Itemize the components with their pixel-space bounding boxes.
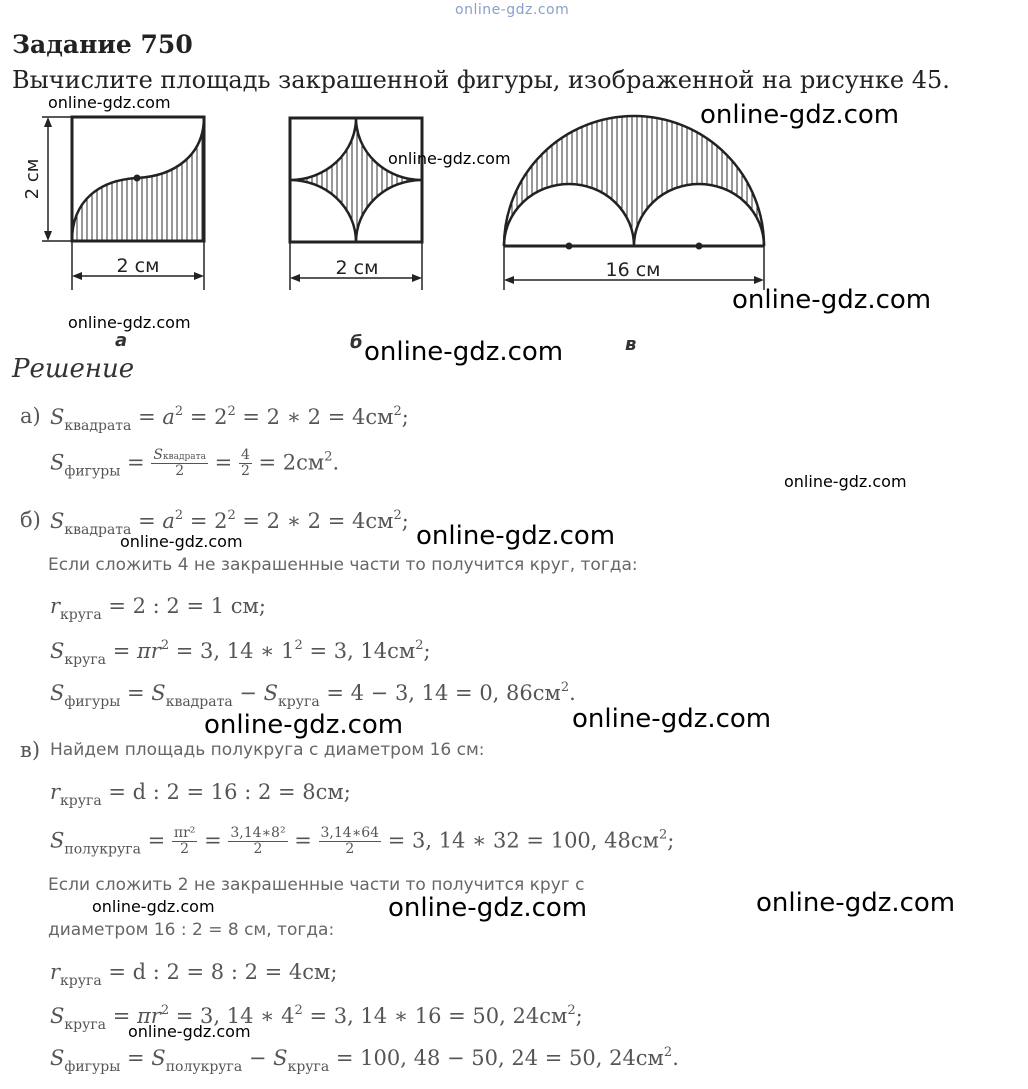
math-subscript: круга	[287, 1059, 330, 1075]
fraction	[172, 826, 198, 858]
part-b-line-2	[50, 594, 266, 623]
fraction-numerator: πr²	[173, 825, 196, 841]
math-expr: = 2см	[251, 450, 325, 475]
math-expr: = 3, 14 ∗ 1	[169, 639, 295, 663]
part-c-text-2: Если сложить 2 не закрашенные части то получится круг с	[48, 875, 585, 895]
part-a-marker: а)	[20, 404, 41, 428]
math-subscript: квадрата	[165, 694, 233, 710]
math-expr: = πr	[106, 1004, 161, 1028]
math-symbol: r	[50, 960, 61, 984]
part-b-marker: б)	[20, 508, 41, 532]
math-symbol: S	[50, 1046, 65, 1070]
fraction-denominator: 2	[180, 841, 190, 858]
math-subscript: круга	[278, 694, 320, 710]
watermark: online-gdz.com	[388, 149, 511, 168]
math-superscript: 2	[294, 638, 303, 653]
fraction-numerator: 4	[240, 447, 250, 463]
math-superscript: 2	[658, 827, 668, 843]
figure-b-shaded	[290, 118, 422, 242]
fraction-denominator: 2	[175, 463, 185, 480]
part-c-text-3: диаметром 16 : 2 = 8 см, тогда:	[48, 920, 335, 940]
part-b-text: Если сложить 4 не закрашенные части то получится круг, тогда:	[48, 555, 638, 575]
figure-c-letter: в	[625, 334, 637, 355]
figure-b-width-label: 2 см	[335, 257, 379, 279]
part-c-text-1: Найдем площадь полукруга с диаметром 16 см:	[50, 740, 485, 760]
fraction-numerator: S	[153, 447, 163, 463]
math-end: ;	[423, 639, 431, 663]
math-symbol: S	[50, 639, 65, 663]
math-expr: = 3, 14 ∗ 16 = 50, 24см	[302, 1004, 568, 1028]
math-expr: = 2	[183, 405, 228, 429]
math-symbol: S	[50, 1004, 65, 1028]
math-superscript: 2	[160, 1003, 170, 1018]
fraction-denominator: 2	[253, 841, 263, 858]
watermark: online-gdz.com	[700, 100, 900, 130]
math-expr: = 2	[183, 509, 228, 533]
math-end: .	[332, 450, 340, 475]
math-subscript: полукруга	[165, 1059, 243, 1075]
watermark: online-gdz.com	[388, 893, 588, 923]
math-symbol: r	[50, 594, 61, 618]
fraction	[319, 826, 382, 858]
math-superscript: 2	[227, 508, 236, 523]
math-superscript: 2	[227, 404, 236, 419]
fraction-numerator-sub: квадрата	[162, 452, 206, 462]
fraction-numerator: 3,14∗64	[320, 825, 380, 841]
math-expr: = 100, 48 − 50, 24 = 50, 24см	[329, 1046, 664, 1070]
fraction	[239, 448, 252, 480]
math-expr: =	[120, 450, 152, 475]
math-subscript: круга	[60, 607, 102, 623]
math-superscript: 2	[294, 1003, 303, 1018]
math-subscript: фигуры	[64, 1059, 121, 1075]
site-header[interactable]: online-gdz.com	[455, 2, 570, 18]
watermark: online-gdz.com	[92, 897, 215, 916]
math-symbol: S	[50, 681, 65, 705]
part-c-line-1	[50, 780, 351, 809]
math-expr: = 2 ∗ 2 = 4см	[235, 405, 394, 429]
watermark: online-gdz.com	[572, 704, 772, 734]
part-c-line-2: $S_{полукруга}$ = $\frac{\text{πr²}}{2}$ = $\frac{\text{3,14∗8²}}{2}$ = $\frac{3,14∗64}{2}$ = 3, 14 ∗ 32 = 100, $48см^2$;	[50, 825, 675, 858]
math-subscript: фигуры	[64, 463, 121, 480]
math-expr: = 3, 14 ∗ 32 = 100, 48см	[381, 828, 659, 853]
part-c-line-3	[50, 960, 337, 989]
math-superscript: 2	[174, 404, 184, 419]
part-c-marker: в)	[20, 738, 41, 762]
math-expr: = πr	[106, 639, 161, 663]
math-expr: = S	[120, 1046, 166, 1070]
math-expr: = 4 − 3, 14 = 0, 86см	[319, 681, 561, 705]
math-superscript: 2	[393, 404, 402, 419]
figure-b-letter: б	[350, 332, 363, 353]
watermark: online-gdz.com	[732, 285, 932, 315]
math-superscript: 2	[663, 1045, 673, 1060]
math-subscript: полукруга	[64, 841, 141, 858]
math-subscript: круга	[64, 652, 107, 668]
figure-c-shaded	[504, 116, 764, 246]
math-expr: = 3, 14 ∗ 4	[169, 1004, 295, 1028]
figure-c-width-label: 16 см	[605, 259, 661, 281]
fraction-numerator: 3,14∗8²	[230, 825, 286, 841]
math-superscript: 2	[567, 1003, 576, 1018]
figure-a-height-label: 2 см	[22, 158, 43, 200]
math-expr: = a	[131, 509, 175, 533]
math-end: .	[672, 1046, 679, 1070]
watermark: online-gdz.com	[416, 521, 616, 551]
task-title: Задание 750	[12, 30, 193, 59]
math-end: .	[569, 681, 576, 705]
math-expr: = d : 2 = 8 : 2 = 4см;	[101, 960, 338, 984]
fraction	[151, 448, 208, 480]
math-superscript: 2	[174, 508, 184, 523]
watermark: online-gdz.com	[68, 313, 191, 332]
part-b-line-4	[50, 680, 576, 710]
math-symbol: r	[50, 780, 61, 804]
watermark: online-gdz.com	[784, 472, 907, 491]
math-superscript: 2	[415, 638, 424, 653]
math-expr: − S	[242, 1046, 288, 1070]
math-superscript: 2	[160, 638, 170, 653]
math-symbol: S	[50, 450, 65, 475]
math-subscript: круга	[64, 1017, 107, 1033]
math-end: ;	[401, 405, 409, 429]
math-end: ;	[667, 828, 675, 853]
figure-a-width-label: 2 см	[116, 255, 160, 277]
fraction	[228, 826, 287, 858]
math-subscript: фигуры	[64, 694, 121, 710]
part-a-line-1	[50, 404, 409, 434]
part-a-line-2	[50, 448, 339, 480]
math-expr: − S	[232, 681, 279, 705]
watermark: online-gdz.com	[128, 1022, 251, 1041]
math-symbol: S	[50, 405, 65, 429]
figure-a-letter: а	[115, 330, 128, 351]
math-superscript: 2	[324, 449, 333, 465]
math-subscript: квадрата	[64, 418, 132, 434]
watermark: online-gdz.com	[756, 888, 956, 918]
part-c-line-5	[50, 1045, 679, 1075]
math-expr: = d : 2 = 16 : 2 = 8см;	[101, 780, 351, 804]
part-b-line-3	[50, 638, 431, 668]
math-subscript: круга	[60, 793, 102, 809]
math-expr: = S	[120, 681, 166, 705]
math-subscript: круга	[60, 973, 102, 989]
watermark: online-gdz.com	[204, 710, 404, 740]
task-text: Вычислите площадь закрашенной фигуры, изображенной на рисунке 45.	[12, 66, 950, 94]
math-expr: = 2 : 2 = 1 см;	[101, 594, 266, 618]
math-superscript: 2	[560, 680, 570, 695]
math-expr: = a	[131, 405, 175, 429]
watermark: online-gdz.com	[48, 93, 171, 112]
math-expr: =	[207, 450, 239, 475]
watermark: online-gdz.com	[120, 532, 243, 551]
math-expr: = 3, 14см	[302, 639, 416, 663]
math-superscript: 2	[393, 508, 402, 523]
math-subscript: квадрата	[64, 522, 132, 538]
math-expr: = 2 ∗ 2 = 4см	[235, 509, 394, 533]
solution-heading: Решение	[12, 354, 135, 384]
watermark: online-gdz.com	[364, 337, 564, 367]
math-end: ;	[575, 1004, 583, 1028]
fraction-denominator: 2	[240, 463, 250, 480]
fraction-denominator: 2	[345, 841, 355, 858]
math-expr: =	[140, 828, 172, 853]
math-symbol: S	[50, 509, 65, 533]
math-symbol: S	[50, 828, 65, 853]
math-end: ;	[401, 509, 409, 533]
